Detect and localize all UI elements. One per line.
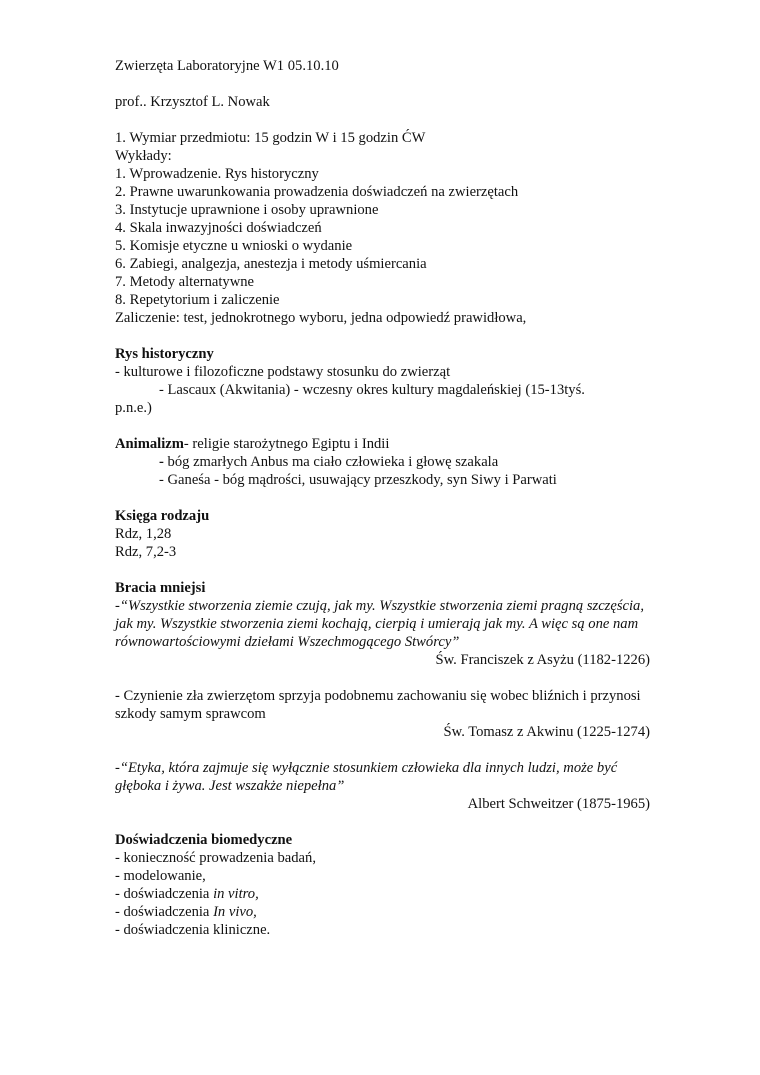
biomedical-item-prefix: - doświadczenia (115, 904, 214, 920)
biomedical-heading: Doświadczenia biomedyczne (115, 832, 293, 848)
quote-text: “Etyka, która zajmuje się wyłącznie stosunkiem człowieka dla innych ludzi, może być głęboka i żywa. Jest wszakże niepełna” (115, 760, 618, 794)
credit-info: Zaliczenie: test, jednokrotnego wyboru, jedna odpowiedź prawidłowa, (115, 310, 527, 326)
lecture-item: 2. Prawne uwarunkowania prowadzenia doświadczeń na zwierzętach (115, 184, 519, 200)
quote-text: “Wszystkie stworzenia ziemie czują, jak my. Wszystkie stworzenia ziemi pragną szczęścia, jak my. Wszystkie stworzenia ziemi kochają, cierpią i umierają jak my. A więc są one nam równowartościowymi dziełami Wszechmogącego Stwórcy” (115, 598, 644, 650)
history-heading: Rys historyczny (115, 346, 214, 362)
course-scope: 1. Wymiar przedmiotu: 15 godzin W i 15 godzin ĆW (115, 130, 426, 146)
animalism-heading-line (115, 435, 650, 453)
quote-author: Św. Tomasz z Akwinu (1225-1274) (443, 724, 650, 740)
quote-block (115, 759, 650, 795)
lecture-item: 7. Metody alternatywne (115, 274, 255, 290)
biomedical-item: - doświadczenia kliniczne. (115, 922, 271, 938)
quote-block (115, 597, 650, 651)
animalism-item (115, 453, 650, 471)
lecture-item: 1. Wprowadzenie. Rys historyczny (115, 166, 319, 182)
lectures-label: Wykłady: (115, 148, 172, 164)
lecture-item: 3. Instytucje uprawnione i osoby uprawnione (115, 202, 379, 218)
lecture-item: 6. Zabiegi, analgezja, anestezja i metody uśmiercania (115, 256, 427, 272)
biomedical-item (115, 903, 650, 921)
quote-author: Św. Franciszek z Asyżu (1182-1226) (435, 652, 650, 668)
author-line: prof.. Krzysztof L. Nowak (115, 94, 270, 110)
history-line: p.n.e.) (115, 400, 152, 416)
quote-block: - Czynienie zła zwierzętom sprzyja podobnemu zachowaniu się wobec bliźnich i przynosi szkody samym sprawcom (115, 688, 641, 722)
biomedical-item: - konieczność prowadzenia badań, (115, 850, 316, 866)
document-body (115, 57, 650, 939)
genesis-ref: Rdz, 7,2-3 (115, 544, 177, 560)
biomedical-item: - modelowanie, (115, 868, 206, 884)
animalism-bullet: - (159, 454, 164, 470)
history-line: - kulturowe i filozoficzne podstawy stosunku do zwierząt (115, 364, 451, 380)
document-title: Zwierzęta Laboratoryjne W1 05.10.10 (115, 58, 339, 74)
biomedical-item-em: in vitro, (213, 886, 259, 902)
animalism-item-text: bóg zmarłych Anbus ma ciało człowieka i głowę szakala (163, 454, 499, 470)
biomedical-item-em: In vivo, (213, 904, 257, 920)
animalism-heading: Animalizm (115, 436, 184, 452)
quote-dash: - (115, 760, 120, 776)
lecture-item: 4. Skala inwazyjności doświadczeń (115, 220, 322, 236)
biomedical-item (115, 885, 650, 903)
genesis-heading: Księga rodzaju (115, 508, 210, 524)
genesis-ref: Rdz, 1,28 (115, 526, 172, 542)
lecture-item: 8. Repetytorium i zaliczenie (115, 292, 280, 308)
quote-dash: - (115, 598, 120, 614)
animalism-item: - Ganeśa - bóg mądrości, usuwający przeszkody, syn Siwy i Parwati (159, 472, 557, 488)
history-line: - Lascaux (Akwitania) - wczesny okres kultury magdaleńskiej (15-13tyś. (159, 382, 585, 398)
brothers-heading: Bracia mniejsi (115, 580, 206, 596)
animalism-heading-rest: - religie starożytnego Egiptu i Indii (183, 436, 390, 452)
quote-author: Albert Schweitzer (1875-1965) (467, 796, 650, 812)
biomedical-item-prefix: - doświadczenia (115, 886, 214, 902)
lecture-item: 5. Komisje etyczne u wnioski o wydanie (115, 238, 353, 254)
